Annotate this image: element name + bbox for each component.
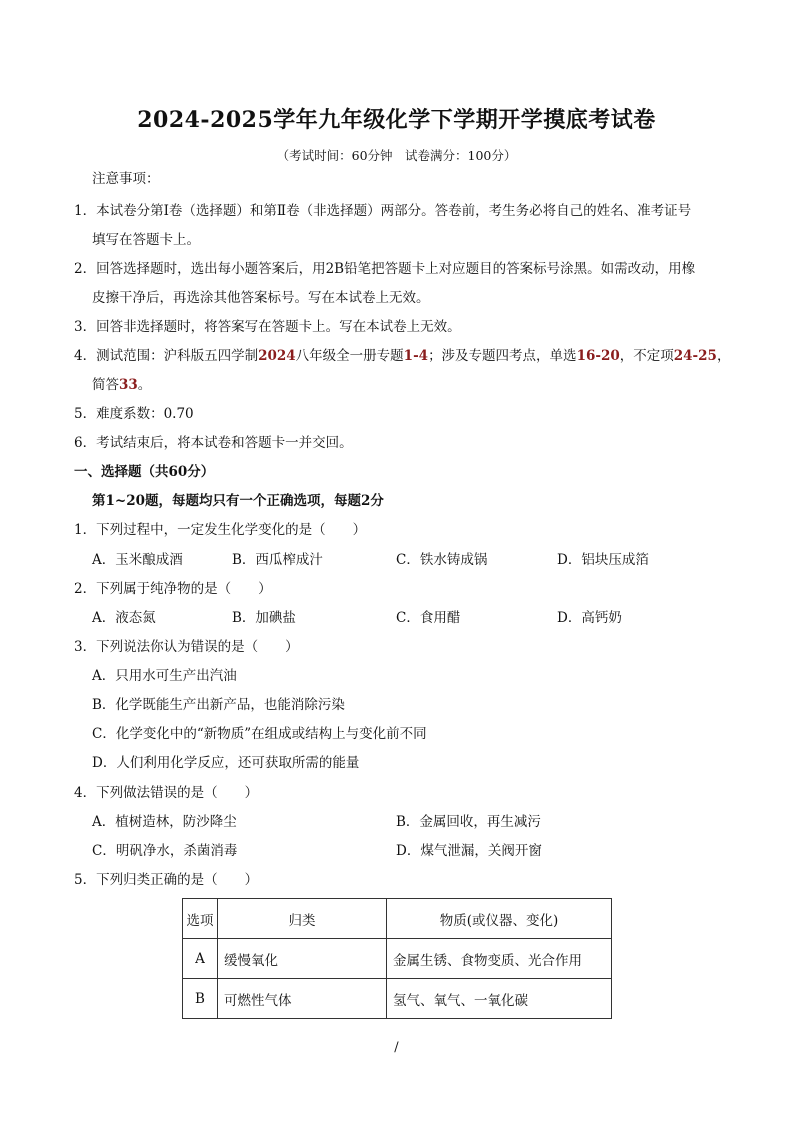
question-4-option-b: B．金属回收，再生减污	[396, 814, 541, 830]
notice-item-4-short-number: 33	[119, 377, 138, 393]
table-row	[183, 939, 612, 979]
notice-item-4-topics: 1-4	[403, 348, 429, 364]
notice-item-1-line-1: 1．本试卷分第Ⅰ卷（选择题）和第Ⅱ卷（非选择题）两部分。答卷前，考生务必将自己的姓名、准考证号	[74, 203, 692, 219]
table-header-option: 选项	[183, 899, 218, 939]
notice-item-4-text-3: ；涉及专题四考点，单选	[428, 348, 577, 364]
notice-item-4-text-1: 4．测试范围：沪科版五四学制	[74, 348, 259, 364]
notice-item-1-line-2: 填写在答题卡上。	[92, 232, 200, 248]
section-1-instruction: 第1~20题，每题均只有一个正确选项，每题2分	[92, 493, 384, 509]
question-1-option-d: D．铝块压成箔	[557, 552, 649, 568]
table-cell-category: 缓慢氧化	[218, 939, 387, 979]
table-cell-option: A	[183, 939, 218, 979]
question-2-stem: 2．下列属于纯净物的是（ ）	[74, 581, 272, 597]
page-number: /	[394, 1040, 399, 1055]
table-cell-substance: 氢气、氧气、一氧化碳	[387, 979, 612, 1019]
question-3-option-a: A．只用水可生产出汽油	[92, 668, 237, 684]
question-1-option-a: A．玉米酿成酒	[92, 552, 183, 568]
notice-item-2-line-2: 皮擦干净后，再选涂其他答案标号。写在本试卷上无效。	[92, 290, 430, 306]
notice-item-4-text-4: ，不定项	[619, 348, 674, 364]
table-header-category: 归类	[218, 899, 387, 939]
notice-item-4-end: 。	[137, 377, 152, 393]
table-cell-category: 可燃性气体	[218, 979, 387, 1019]
notice-item-2-line-1: 2．回答选择题时，选出每小题答案后，用2B铅笔把答题卡上对应题目的答案标号涂黑。如需改动，用橡	[74, 261, 696, 277]
question-4-stem: 4．下列做法错误的是（ ）	[74, 785, 259, 801]
notice-item-5: 5．难度系数：0.70	[74, 406, 194, 422]
question-1-stem: 1．下列过程中，一定发生化学变化的是（ ）	[74, 522, 367, 538]
section-1-heading: 一、选择题（共60分）	[74, 464, 215, 480]
question-2-option-d: D．高钙奶	[557, 610, 622, 626]
notice-item-4-short-label: 简答	[92, 377, 119, 393]
classification-table	[182, 898, 612, 1019]
notice-item-4-text-2: 八年级全一册专题	[295, 348, 404, 364]
notice-item-4-year: 2024	[258, 348, 296, 364]
notice-item-4-multi-range: 24-25	[673, 348, 717, 364]
table-cell-substance: 金属生锈、食物变质、光合作用	[387, 939, 612, 979]
question-3-option-c: C．化学变化中的“新物质”在组成或结构上与变化前不同	[92, 726, 427, 742]
notice-item-6: 6．考试结束后，将本试卷和答题卡一并交回。	[74, 435, 353, 451]
question-4-option-a: A．植树造林，防沙降尘	[92, 814, 237, 830]
question-2-option-b: B．加碘盐	[232, 610, 296, 626]
question-4-option-c: C．明矾净水，杀菌消毒	[92, 843, 238, 859]
notice-item-3: 3．回答非选择题时，将答案写在答题卡上。写在本试卷上无效。	[74, 319, 461, 335]
question-3-option-b: B．化学既能生产出新产品，也能消除污染	[92, 697, 345, 713]
question-1-option-b: B．西瓜榨成汁	[232, 552, 323, 568]
table-cell-option: B	[183, 979, 218, 1019]
question-4-option-d: D．煤气泄漏，关阀开窗	[396, 843, 542, 859]
table-row	[183, 979, 612, 1019]
notice-item-4-line-1	[74, 347, 730, 365]
question-5-stem: 5．下列归类正确的是（ ）	[74, 872, 259, 888]
table-header-substance: 物质(或仪器、变化)	[387, 899, 612, 939]
table-header-row	[183, 899, 612, 939]
question-2-option-a: A．液态氮	[92, 610, 156, 626]
notice-item-4-text-5: ，	[716, 348, 731, 364]
exam-title: 2024-2025学年九年级化学下学期开学摸底考试卷	[137, 107, 656, 133]
notice-heading: 注意事项：	[92, 171, 160, 187]
question-3-option-d: D．人们利用化学反应，还可获取所需的能量	[92, 755, 360, 771]
notice-item-4-single-range: 16-20	[576, 348, 620, 364]
question-1-option-c: C．铁水铸成锅	[396, 552, 488, 568]
exam-subtitle: （考试时间：60分钟 试卷满分：100分）	[276, 148, 517, 163]
question-2-option-c: C．食用醋	[396, 610, 461, 626]
question-3-stem: 3．下列说法你认为错误的是（ ）	[74, 639, 299, 655]
notice-item-4-line-2	[92, 376, 151, 394]
